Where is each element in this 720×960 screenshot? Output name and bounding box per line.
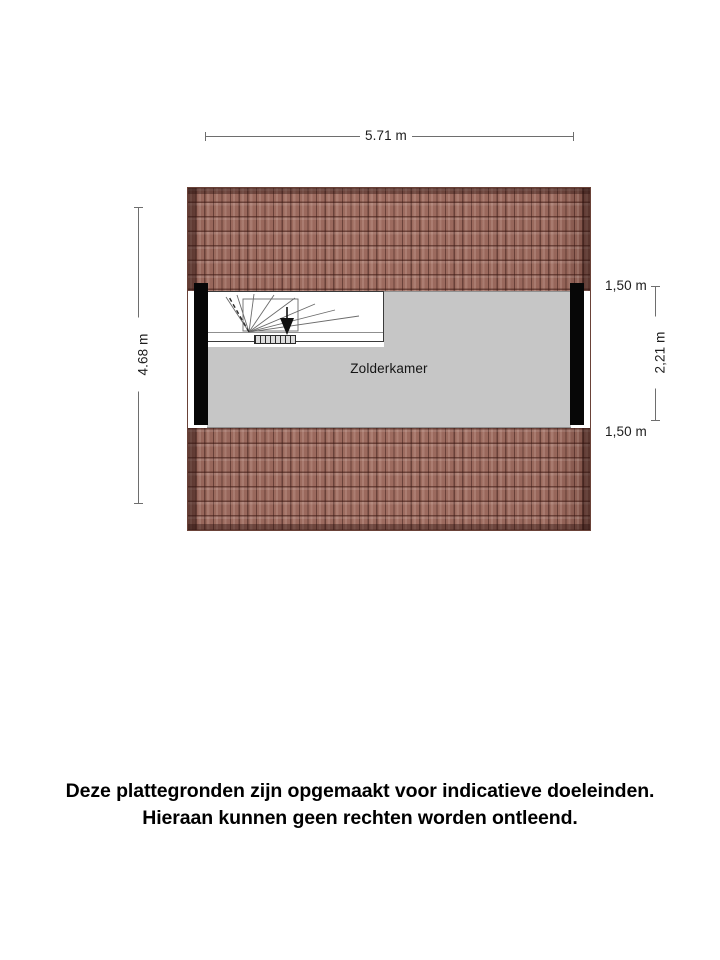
dimension-label-right-lower: 1,50 m	[600, 424, 652, 439]
dimension-label-width: 5.71 m	[360, 128, 412, 143]
dimension-tick-top	[134, 207, 143, 208]
dimension-tick-right-bottom	[651, 420, 660, 421]
balustrade-hatch	[254, 335, 296, 344]
wall-right-black	[570, 283, 584, 425]
roof-bottom-slope	[187, 428, 591, 531]
dimension-label-height: 4.68 m	[136, 318, 151, 392]
dimension-label-right-upper: 1,50 m	[600, 278, 652, 293]
floor-plan	[187, 187, 591, 531]
winder-staircase	[207, 285, 397, 351]
roof-top-slope	[187, 187, 591, 291]
disclaimer-caption	[0, 778, 720, 832]
wall-line-bottom	[207, 427, 571, 428]
dimension-label-right-middle: 2,21 m	[653, 317, 668, 389]
dimension-tick-bottom	[134, 503, 143, 504]
room-label-zolderkamer: Zolderkamer	[350, 361, 428, 376]
disclaimer-line-1: Deze plattegronden zijn opgemaakt voor indicatieve doeleinden.	[65, 780, 655, 802]
dimension-tick-right	[573, 132, 574, 141]
disclaimer-line-2: Hieraan kunnen geen rechten worden ontleend.	[142, 807, 578, 829]
dimension-tick-right-top	[651, 286, 660, 287]
wall-left-black	[194, 283, 208, 425]
dimension-tick-left	[205, 132, 206, 141]
